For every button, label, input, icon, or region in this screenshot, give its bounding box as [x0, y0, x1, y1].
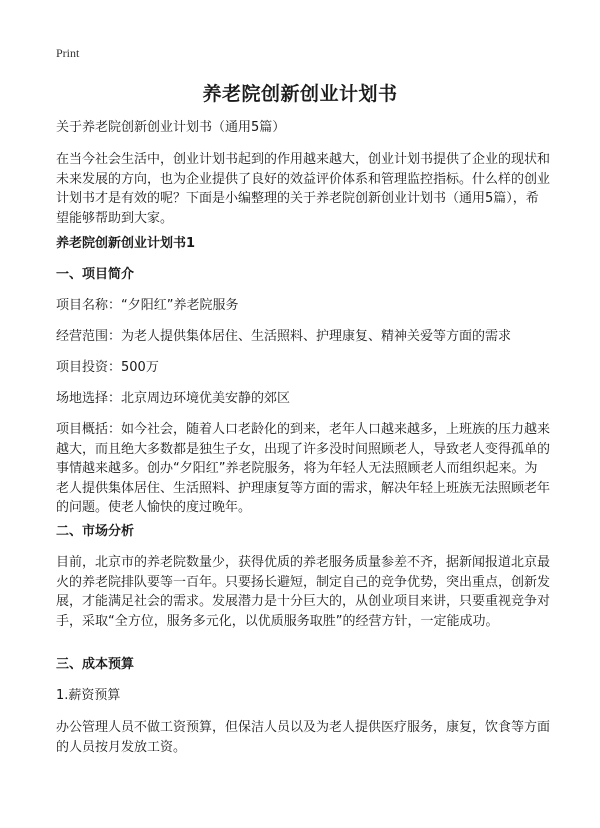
project-name: 项目名称：“夕阳红”养老院服务: [56, 298, 239, 313]
project-overview: 项目概括：如今社会，随着人口老龄化的到来，老年人口越来越多，上班族的压力越来越大，而且绝大多数都是独生子女，出现了许多没时间照顾老人，导致老人变得孤单的事情越来越多。创办“夕阳红”养老院服务，将为年轻人无法照顾老人而组织起来。为老人提供集体居住、生活照料、护理康复等方面的需求，解决年轻上班族无法照顾老年的问题。使老人愉快的度过晚年。: [56, 422, 551, 515]
site-selection: 场地选择：北京周边环境优美安静的郊区: [56, 391, 291, 406]
section-heading: 养老院创新创业计划书1: [56, 236, 196, 251]
project-investment: 项目投资：500万: [56, 360, 159, 375]
document-title: 养老院创新创业计划书: [202, 83, 398, 105]
business-scope: 经营范围：为老人提供集体居住、生活照料、护理康复、精神关爱等方面的需求: [56, 329, 512, 344]
heading-market-analysis: 二、市场分析: [56, 524, 135, 539]
document-subtitle: 关于养老院创新创业计划书（通用5篇）: [56, 120, 286, 135]
heading-project-intro: 一、项目简介: [56, 267, 135, 282]
intro-paragraph: 在当今社会生活中，创业计划书起到的作用越来越大，创业计划书提供了企业的现状和未来发展的方向，也为企业提供了良好的效益评价体系和管理监控指标。什么样的创业计划书才是有效的呢？下面是小编整理的关于养老院创新创业计划书（通用5篇），希望能够帮助到大家。: [56, 152, 551, 226]
salary-heading: 1.薪资预算: [56, 688, 121, 703]
market-paragraph: 目前，北京市的养老院数量少，获得优质的养老服务质量参差不齐，据新闻报道北京最火的养老院排队要等一百年。只要扬长避短，制定自己的竞争优势，突出重点，创新发展，才能满足社会的需求。发展潜力是十分巨大的，从创业项目来讲，只要重视竞争对手，采取“全方位，服务多元化，以优质服务取胜”的经营方针，一定能成功。: [56, 555, 551, 629]
heading-cost-budget: 三、成本预算: [56, 657, 135, 672]
salary-paragraph: 办公管理人员不做工资预算，但保洁人员以及为老人提供医疗服务，康复，饮食等方面的人员按月发放工资。: [56, 720, 551, 755]
print-label: Print: [56, 46, 80, 60]
